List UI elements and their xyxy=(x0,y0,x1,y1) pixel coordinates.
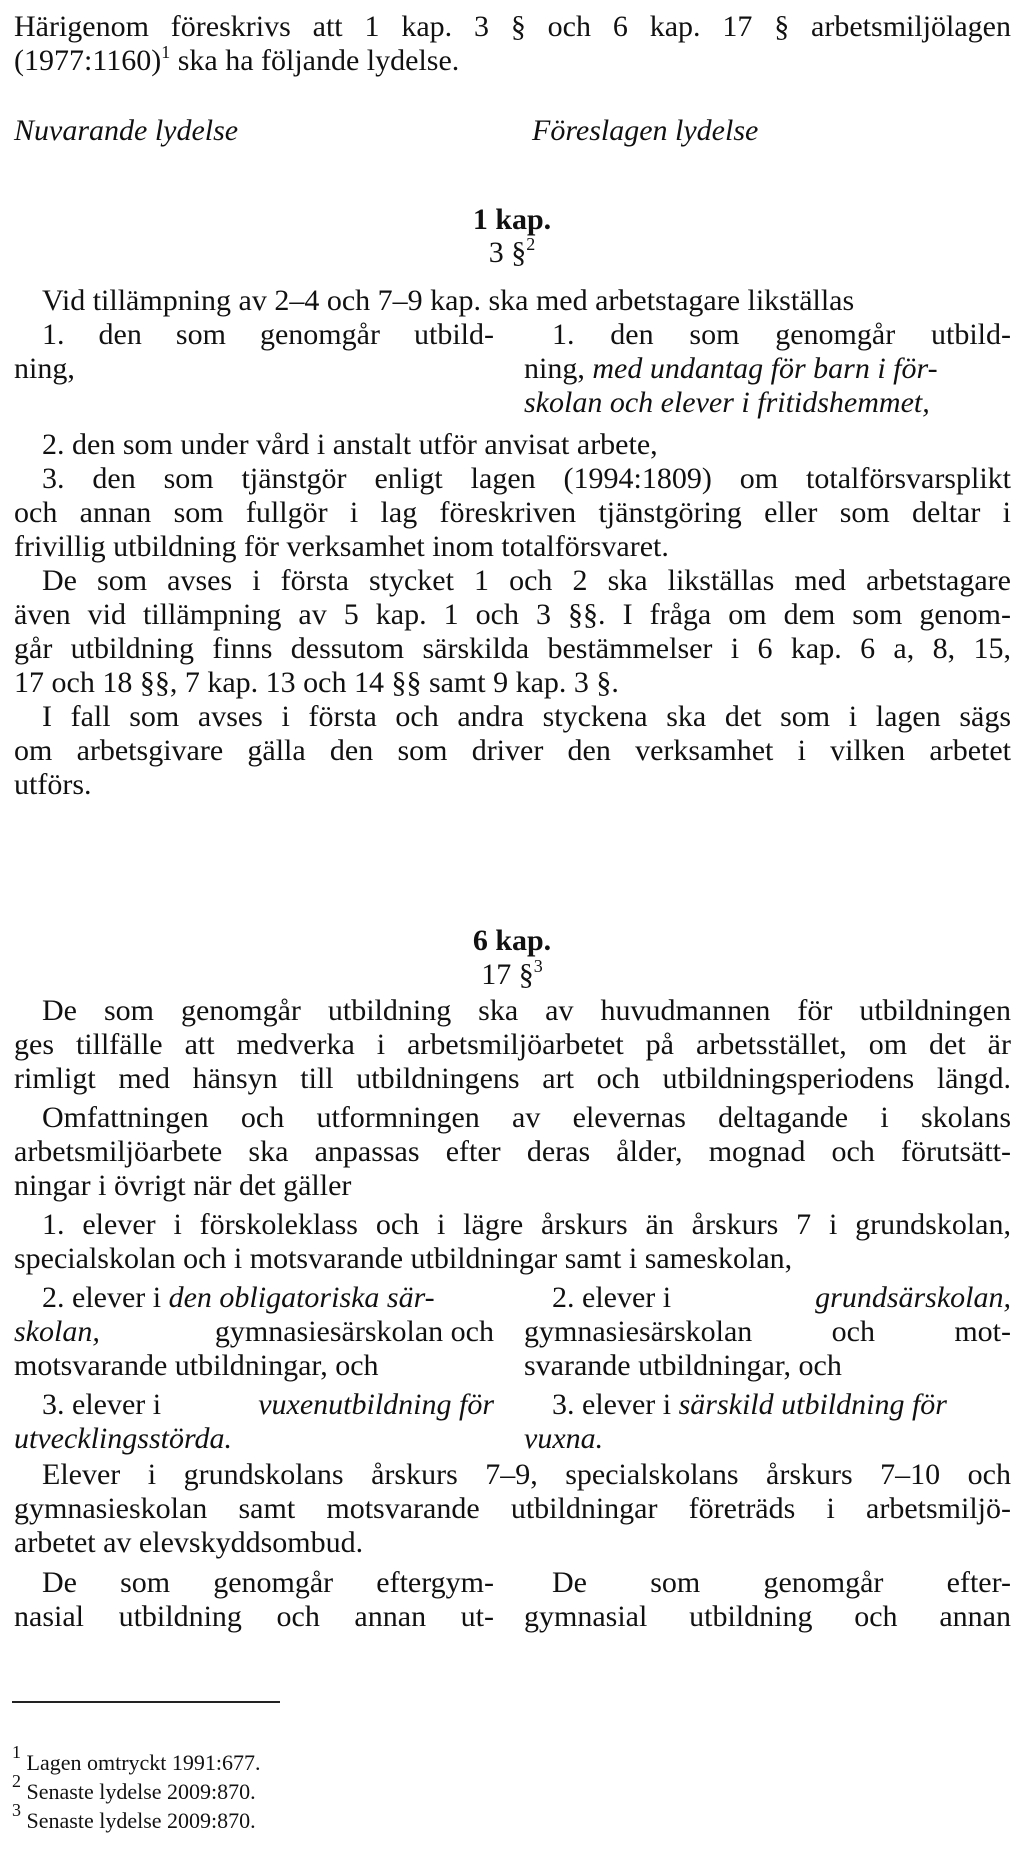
ch1-para2-line-3: går utbildning finns dessutom särskilda bestämmelser i 6 kap. 6 a, 8, 15, xyxy=(14,632,1011,665)
ch6-para2-line-2: arbetsmiljöarbete ska anpassas efter deras ålder, mognad och förutsätt- xyxy=(14,1135,1011,1168)
intro-line-2 xyxy=(14,44,459,78)
ch1-item1-left-line-1: 1. den som genomgår utbild- xyxy=(42,318,494,351)
ch1-para2-line-4: 17 och 18 §§, 7 kap. 13 och 14 §§ samt 9 kap. 3 §. xyxy=(14,666,619,699)
footnote-1-text: Lagen omtryckt 1991:677. xyxy=(26,1750,261,1775)
ch1-item1-right-line-1: 1. den som genomgår utbild- xyxy=(552,318,1011,351)
ch6-item2-left-line-1 xyxy=(42,1281,435,1315)
ch6-item2-right-line-2: gymnasiesärskolan och mot- xyxy=(524,1315,1011,1348)
ch1-para3-line-1: I fall som avses i första och andra styckena ska det som i lagen sägs xyxy=(42,700,1011,733)
ch6-para1-line-3: rimligt med hänsyn till utbildningens art och utbildningsperiodens längd. xyxy=(14,1062,1011,1095)
ch1-para3-line-3: utförs. xyxy=(14,768,92,801)
ch1-item1-left-line-2: ning, xyxy=(14,352,75,385)
ch6-para4-left-line-2: nasial utbildning och annan ut- xyxy=(14,1600,494,1633)
current-wording-heading: Nuvarande lydelse xyxy=(14,114,239,147)
ch6-item2-left-prefix: 2. elever i xyxy=(42,1281,169,1314)
footnote-separator xyxy=(12,1701,280,1703)
ch6-item2-left-amended-term: den obligatoriska sär- xyxy=(168,1281,435,1314)
ch6-item2-left-line-3: motsvarande utbildningar, och xyxy=(14,1349,379,1382)
ch1-item1-right-line-3: skolan och elever i fritidshemmet, xyxy=(524,386,930,419)
ch1-para2-line-1: De som avses i första stycket 1 och 2 ska likställas med arbetstagare xyxy=(42,564,1011,597)
ch6-item2-left-amended-term-cont: skolan, xyxy=(14,1315,100,1348)
ch6-para3-line-1: Elever i grundskolans årskurs 7–9, specialskolans årskurs 7–10 och xyxy=(42,1458,1011,1491)
footnote-2-number: 2 xyxy=(12,1771,21,1791)
ch6-para1-line-1: De som genomgår utbildning ska av huvudmannen för utbildningen xyxy=(42,994,1011,1027)
ch6-item2-left-rest: gymnasiesärskolan och xyxy=(214,1315,494,1348)
footnote-ref-2: 2 xyxy=(526,234,536,254)
ch6-para2-line-1: Omfattningen och utformningen av elevernas deltagande i skolans xyxy=(42,1101,1011,1134)
proposed-wording-heading: Föreslagen lydelse xyxy=(532,114,759,147)
ch6-item3-left-line-1 xyxy=(42,1388,494,1422)
ch6-item3-right-amended-term: särskild utbildning för xyxy=(678,1388,947,1421)
ch6-item3-left-amended-term: vuxenutbildning för xyxy=(258,1388,494,1421)
footnote-ref-3: 3 xyxy=(533,956,543,976)
ch1-item1-right-amendment: med undantag för barn i för- xyxy=(592,352,938,385)
ch6-para4-right-line-1: De som genomgår efter- xyxy=(552,1566,1011,1599)
ch6-item1-line-2: specialskolan och i motsvarande utbildningar samt i sameskolan, xyxy=(14,1242,793,1275)
ch1-item1-right-line-2 xyxy=(524,352,938,386)
ch6-item3-right-line-2: vuxna. xyxy=(524,1422,604,1455)
ch6-item2-right-line-1 xyxy=(552,1281,1011,1315)
ch6-item1-line-1: 1. elever i förskoleklass och i lägre årskurs än årskurs 7 i grundskolan, xyxy=(42,1208,1011,1241)
chapter-6-heading xyxy=(0,924,1024,958)
intro-line-2-text: ska ha följande lydelse. xyxy=(170,44,460,77)
ch6-item3-left-prefix: 3. elever i xyxy=(42,1388,162,1421)
ch1-item3-line-3: frivillig utbildning för verksamhet inom totalförsvaret. xyxy=(14,530,669,563)
law-reference: (1977:1160) xyxy=(14,44,162,77)
chapter-1-section-heading xyxy=(0,236,1024,270)
ch6-para3-line-3: arbetet av elevskyddsombud. xyxy=(14,1526,364,1559)
ch1-item1-right-plain: ning, xyxy=(524,352,593,385)
ch1-item2-text: 2. den som under vård i anstalt utför anvisat arbete, xyxy=(42,428,658,461)
footnote-ref-1: 1 xyxy=(161,42,171,62)
ch1-lead-text: Vid tillämpning av 2–4 och 7–9 kap. ska med arbetstagare likställas xyxy=(42,284,855,317)
ch6-para3-line-2: gymnasieskolan samt motsvarande utbildningar företräds i arbetsmiljö- xyxy=(14,1492,1011,1525)
ch6-item3-right-prefix: 3. elever i xyxy=(552,1388,679,1421)
section-17-label: 17 § xyxy=(481,958,534,991)
footnote-2-text: Senaste lydelse 2009:870. xyxy=(26,1779,256,1804)
ch6-para4-left-line-1: De som genomgår eftergym- xyxy=(42,1566,494,1599)
ch6-para4-right-line-2: gymnasial utbildning och annan xyxy=(524,1600,1011,1633)
ch6-para1-line-2: ges tillfälle att medverka i arbetsmiljöarbetet på arbetsstället, om det är xyxy=(14,1028,1011,1061)
ch1-item3-line-2: och annan som fullgör i lag föreskriven tjänstgöring eller som deltar i xyxy=(14,496,1011,529)
ch6-para2-line-3: ningar i övrigt när det gäller xyxy=(14,1169,352,1202)
ch6-item2-right-prefix: 2. elever i xyxy=(552,1281,672,1314)
ch6-item2-right-line-3: svarande utbildningar, och xyxy=(524,1349,842,1382)
footnote-1-number: 1 xyxy=(12,1742,21,1762)
chapter-1-heading xyxy=(0,203,1024,237)
ch1-item3-line-1: 3. den som tjänstgör enligt lagen (1994:1809) om totalförsvarsplikt xyxy=(42,462,1011,495)
ch6-item3-left-line-2: utvecklingsstörda. xyxy=(14,1422,233,1455)
section-3-label: 3 § xyxy=(488,236,527,269)
footnote-3-text: Senaste lydelse 2009:870. xyxy=(26,1808,256,1833)
ch1-para2-line-2: även vid tillämpning av 5 kap. 1 och 3 §§. I fråga om dem som genom- xyxy=(14,598,1011,631)
chapter-1-heading-text: 1 kap. xyxy=(472,203,552,236)
ch6-item2-left-line-2 xyxy=(14,1315,494,1349)
intro-line-1: Härigenom föreskrivs att 1 kap. 3 § och 6 kap. 17 § arbetsmiljölagen xyxy=(14,10,1011,43)
chapter-6-section-heading xyxy=(0,958,1024,992)
footnote-3-number: 3 xyxy=(12,1800,21,1820)
ch6-item2-right-amended-term: grundsärskolan, xyxy=(815,1281,1011,1314)
chapter-6-heading-text: 6 kap. xyxy=(472,924,552,957)
ch6-item3-right-line-1 xyxy=(552,1388,947,1422)
ch1-para3-line-2: om arbetsgivare gälla den som driver den verksamhet i vilken arbetet xyxy=(14,734,1011,767)
